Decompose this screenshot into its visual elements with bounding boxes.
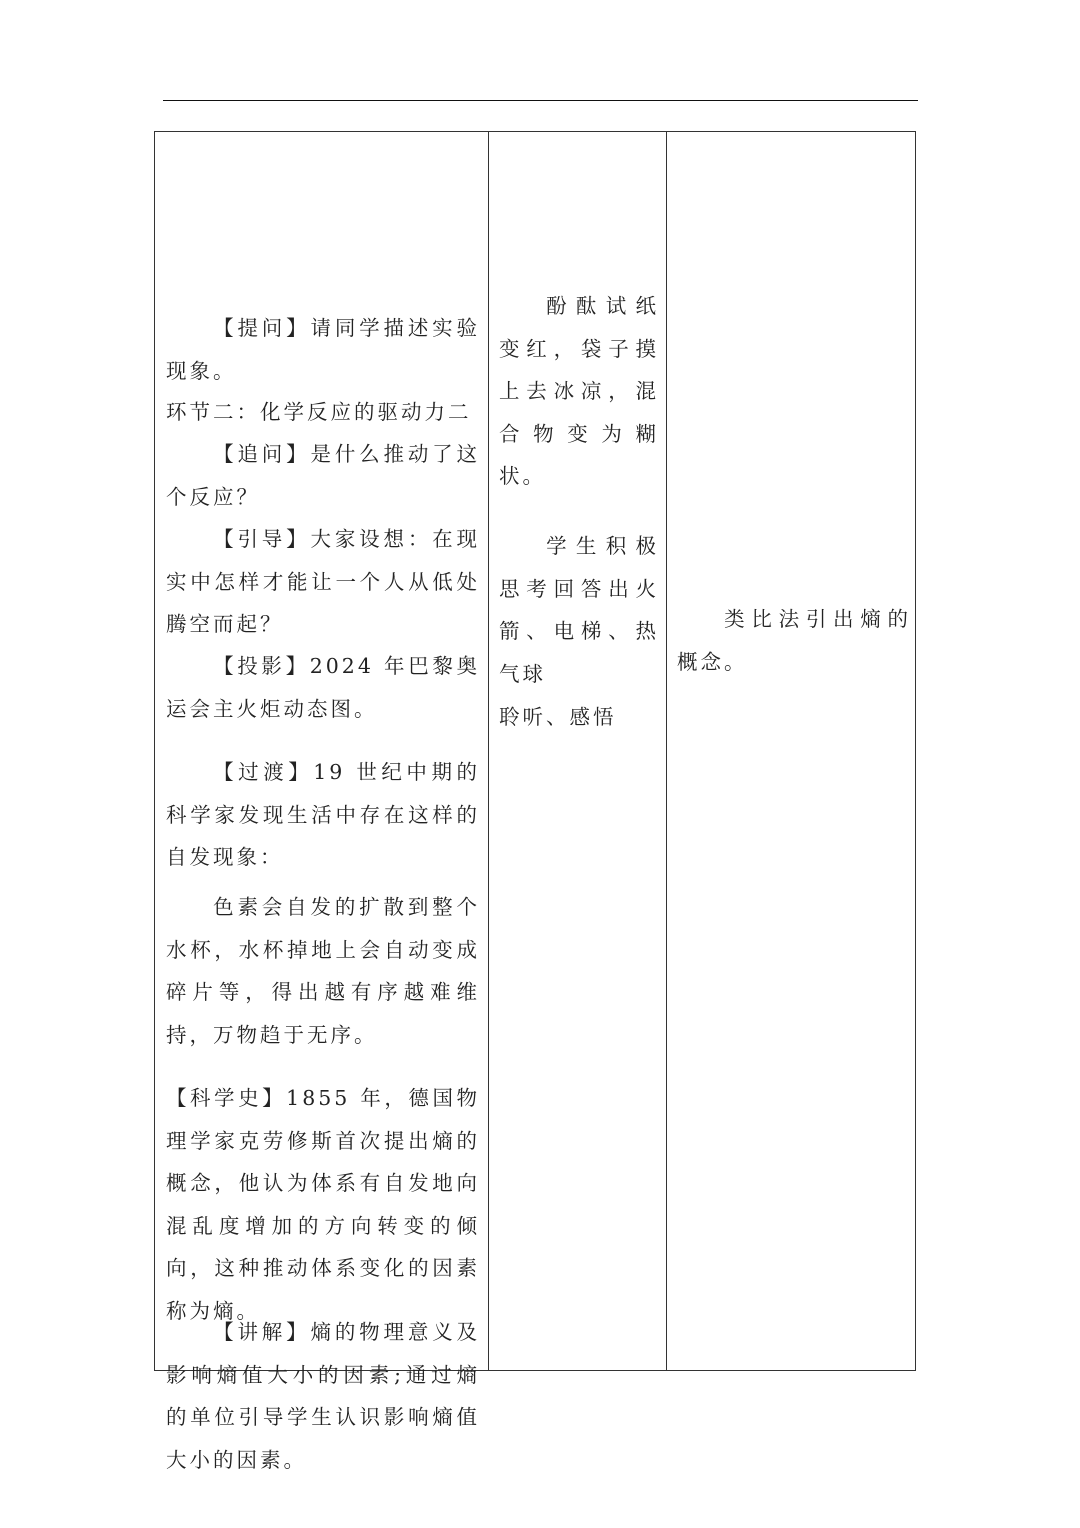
section-heading: 环节二：化学反应的驱动力二 [166,400,472,424]
design-intent-column [666,132,916,1370]
lesson-plan-table [154,131,916,1472]
teacher-example-paragraph: 色素会自发的扩散到整个水杯，水杯掉地上会自动变成碎片等，得出越有序越难维持，万物趋于无序。 [166,895,480,1047]
page-header-rule [163,100,918,101]
student-observation-paragraph: 酚酞试纸变红，袋子摸上去冰凉，混合物变为糊状。 [499,294,659,488]
teacher-followup-paragraph: 【追问】是什么推动了这个反应？ [166,442,480,509]
student-answer-paragraph: 学生积极思考回答出火箭、电梯、热气球 [499,534,659,686]
teacher-transition-paragraph: 【过渡】19 世纪中期的科学家发现生活中存在这样的自发现象： [166,760,480,869]
teacher-explanation-paragraph: 【讲解】熵的物理意义及影响熵值大小的因素;通过熵的单位引导学生认识影响熵值大小的因素。 [166,1320,480,1472]
student-activity-column [488,132,667,1370]
teacher-question-paragraph: 【提问】请同学描述实验现象。 [166,316,480,383]
teacher-activity-column [155,132,489,1472]
teacher-history-paragraph: 【科学史】1855 年，德国物理学家克劳修斯首次提出熵的概念，他认为体系有自发地向混乱度增加的方向转变的倾向，这种推动体系变化的因素称为熵。 [166,1086,480,1323]
teacher-projection-paragraph: 【投影】2024 年巴黎奥运会主火炬动态图。 [166,654,480,721]
teacher-guide-paragraph: 【引导】大家设想：在现实中怎样才能让一个人从低处腾空而起？ [166,527,480,636]
student-listen-paragraph: 聆听、感悟 [499,705,617,729]
design-intent-paragraph: 类比法引出熵的概念。 [677,607,911,674]
